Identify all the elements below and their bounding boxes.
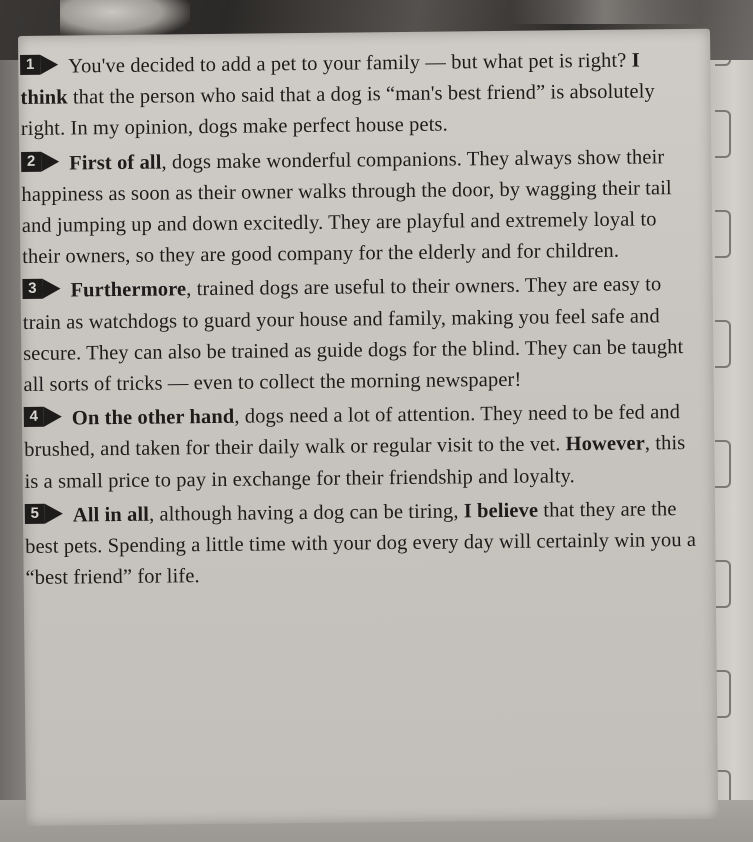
paragraph-1: 1 You've decided to add a pet to your family — but what pet is right? I think that the person who said that a dog is “man's best friend” is absolutely right. In my opinion, dogs make perfect house pets. bbox=[20, 49, 655, 141]
binder-ring bbox=[715, 210, 731, 258]
paragraph-4: 4 On the other hand, dogs need a lot of attention. They need to be fed and brushed, and taken for their daily walk or regular visit to the vet. However, this is a small price to pay in exchange for their friendship and loyalty. bbox=[24, 401, 686, 493]
essay-text bbox=[20, 45, 698, 597]
binder-ring bbox=[715, 110, 731, 158]
paragraph-2: 2 First of all, dogs make wonderful companions. They always show their happiness as soon as their owner walks through the door, by wagging their tail and jumping up and down excitedly. They are playful and extremely loyal to their owners, so they are good company for the elderly and for children. bbox=[21, 145, 672, 269]
paragraph-number-marker: 5 bbox=[25, 502, 67, 524]
arrow-icon bbox=[40, 55, 58, 75]
binder-ring bbox=[715, 440, 731, 488]
arrow-icon bbox=[45, 503, 63, 523]
binder-ring bbox=[715, 560, 731, 608]
arrow-icon bbox=[44, 407, 62, 427]
binder-ring bbox=[715, 320, 731, 368]
paragraph-5: 5 All in all, although having a dog can be tiring, I believe that they are the best pets. Spending a little time with your dog every day will certainly win you a “best friend” for life. bbox=[25, 497, 697, 590]
arrow-icon bbox=[42, 279, 60, 299]
binder-ring bbox=[715, 670, 731, 718]
paragraph-number-marker: 1 bbox=[20, 54, 62, 76]
paragraph-number-marker: 4 bbox=[24, 406, 66, 428]
paragraph-number-marker: 2 bbox=[21, 150, 63, 172]
arrow-icon bbox=[41, 151, 59, 171]
paragraph-number-marker: 3 bbox=[22, 278, 64, 300]
paragraph-3: 3 Furthermore, trained dogs are useful to their owners. They are easy to train as watchdogs to guard your house and family, making you feel safe and secure. They can also be trained as guide dogs for the blind. They can be taught all sorts of tricks — even to collect the morning newspaper! bbox=[22, 273, 684, 397]
